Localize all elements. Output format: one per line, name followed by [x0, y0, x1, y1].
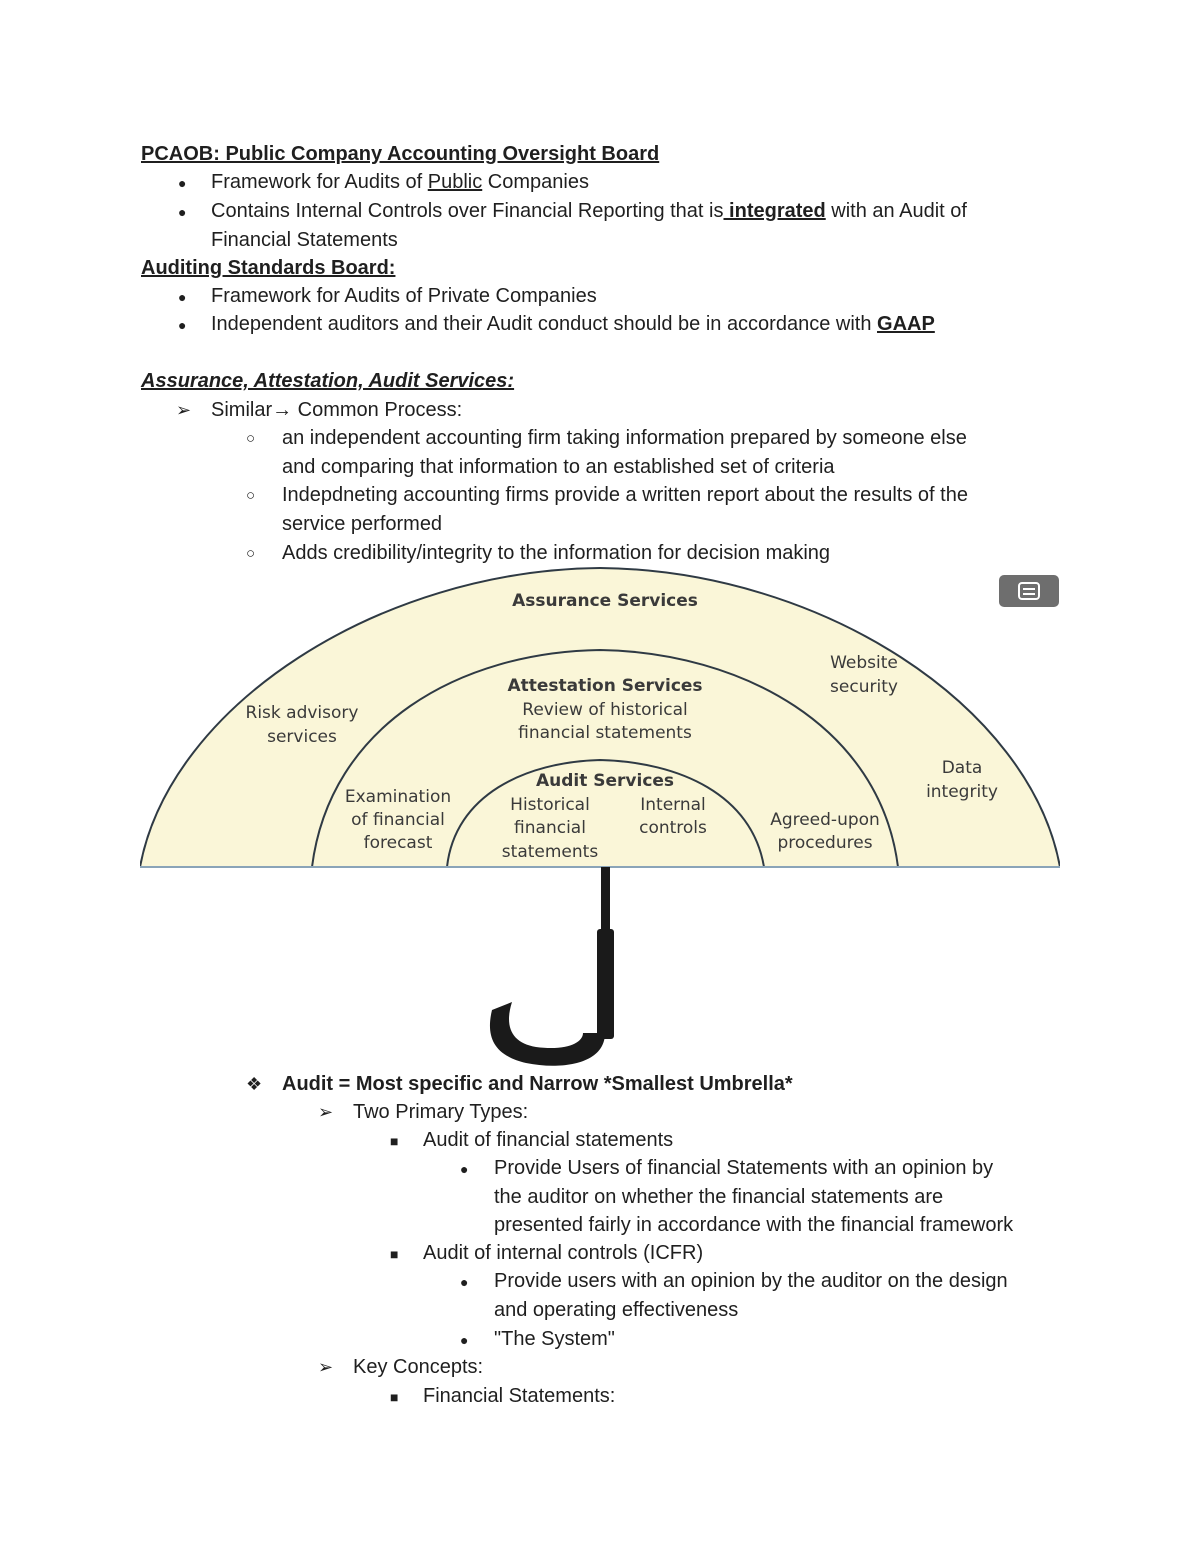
bullet-icon: ●: [460, 1274, 469, 1290]
audit-type-1-c: presented fairly in accordance with the financial framework: [494, 1214, 1014, 1236]
audit-type-1-b: the auditor on whether the financial statements are: [494, 1186, 944, 1208]
review-label-2: financial statements: [518, 723, 692, 743]
image-options-button[interactable]: [999, 575, 1059, 607]
audit-type-2-a: Provide users with an opinion by the auditor on the design: [494, 1270, 1008, 1292]
attestation-title: Attestation Services: [507, 676, 703, 696]
arrow-bullet-icon: ➢: [318, 1357, 334, 1377]
arrow-bullet-icon: ➢: [318, 1102, 334, 1122]
circle-bullet-icon: ○: [246, 487, 256, 504]
key-concepts: Key Concepts:: [353, 1356, 484, 1378]
risk-label-1: Risk advisory: [245, 703, 359, 723]
hist-label-2: financial: [514, 818, 586, 838]
audit-types: Two Primary Types:: [353, 1101, 529, 1123]
asb-heading: Auditing Standards Board:: [141, 257, 396, 279]
audit-type-1: Audit of financial statements: [423, 1129, 674, 1151]
audit-type-2-c: "The System": [494, 1328, 615, 1350]
bullet-icon: ●: [178, 204, 187, 220]
risk-label-2: services: [267, 727, 337, 747]
umbrella-shaft: [601, 867, 610, 939]
umbrella-diagram: [140, 565, 1060, 1070]
agreed-label-2: procedures: [777, 833, 873, 853]
services-item-2a: Indepdneting accounting firms provide a written report about the results of the: [282, 484, 968, 506]
services-heading: Assurance, Attestation, Audit Services:: [141, 370, 515, 392]
exam-label-1: Examination: [344, 787, 452, 807]
website-label-2: security: [830, 677, 898, 697]
audit-title: Audit Services: [535, 771, 675, 791]
bullet-icon: ●: [460, 1332, 469, 1348]
umbrella-hook: [490, 1002, 605, 1066]
review-label-1: Review of historical: [522, 700, 688, 720]
circle-bullet-icon: ○: [246, 430, 256, 447]
audit-heading: Audit = Most specific and Narrow *Smallest Umbrella*: [282, 1073, 793, 1095]
audit-type-1-a: Provide Users of financial Statements with an opinion by: [494, 1157, 994, 1179]
services-item-2b: service performed: [282, 513, 443, 535]
hist-label-1: Historical: [510, 795, 590, 815]
pcaob-bullet-2-cont: Financial Statements: [211, 229, 398, 251]
square-bullet-icon: ■: [390, 1133, 399, 1149]
internal-label-2: controls: [639, 818, 707, 838]
services-item-1a: an independent accounting firm taking information prepared by someone else: [282, 427, 967, 449]
services-arrow-item: Similar→ Common Process:: [211, 399, 463, 421]
square-bullet-icon: ■: [390, 1389, 399, 1405]
services-item-1b: and comparing that information to an established set of criteria: [282, 456, 835, 478]
square-bullet-icon: ■: [390, 1246, 399, 1262]
assurance-title: Assurance Services: [512, 591, 698, 611]
internal-label-1: Internal: [640, 795, 706, 815]
data-label-2: integrity: [926, 782, 998, 802]
diamond-bullet-icon: ❖: [246, 1074, 263, 1094]
asb-bullet-1: Framework for Audits of Private Companies: [211, 285, 597, 307]
services-item-3: Adds credibility/integrity to the information for decision making: [282, 542, 831, 564]
pcaob-heading: PCAOB: Public Company Accounting Oversight Board: [141, 143, 660, 165]
website-label-1: Website: [830, 653, 898, 673]
exam-label-3: forecast: [363, 833, 433, 853]
image-options-icon: [999, 575, 1059, 607]
bullet-icon: ●: [460, 1161, 469, 1177]
umbrella-grip: [597, 929, 614, 1039]
bullet-icon: ●: [178, 289, 187, 305]
pcaob-bullet-2: Contains Internal Controls over Financial Reporting that is integrated with an Audit of: [211, 200, 967, 222]
audit-type-2-b: and operating effectiveness: [494, 1299, 739, 1321]
hist-label-3: statements: [501, 842, 599, 862]
exam-label-2: of financial: [351, 810, 445, 830]
key-concept-1: Financial Statements:: [423, 1385, 616, 1407]
circle-bullet-icon: ○: [246, 545, 256, 562]
agreed-label-1: Agreed-upon: [770, 810, 880, 830]
audit-type-2: Audit of internal controls (ICFR): [423, 1242, 704, 1264]
bullet-icon: ●: [178, 317, 187, 333]
arrow-bullet-icon: ➢: [176, 400, 192, 420]
data-label-1: Data: [941, 758, 983, 778]
bullet-icon: ●: [178, 175, 187, 191]
asb-bullet-2: Independent auditors and their Audit conduct should be in accordance with GAAP: [211, 313, 935, 335]
pcaob-bullet-1: Framework for Audits of Public Companies: [211, 171, 589, 193]
